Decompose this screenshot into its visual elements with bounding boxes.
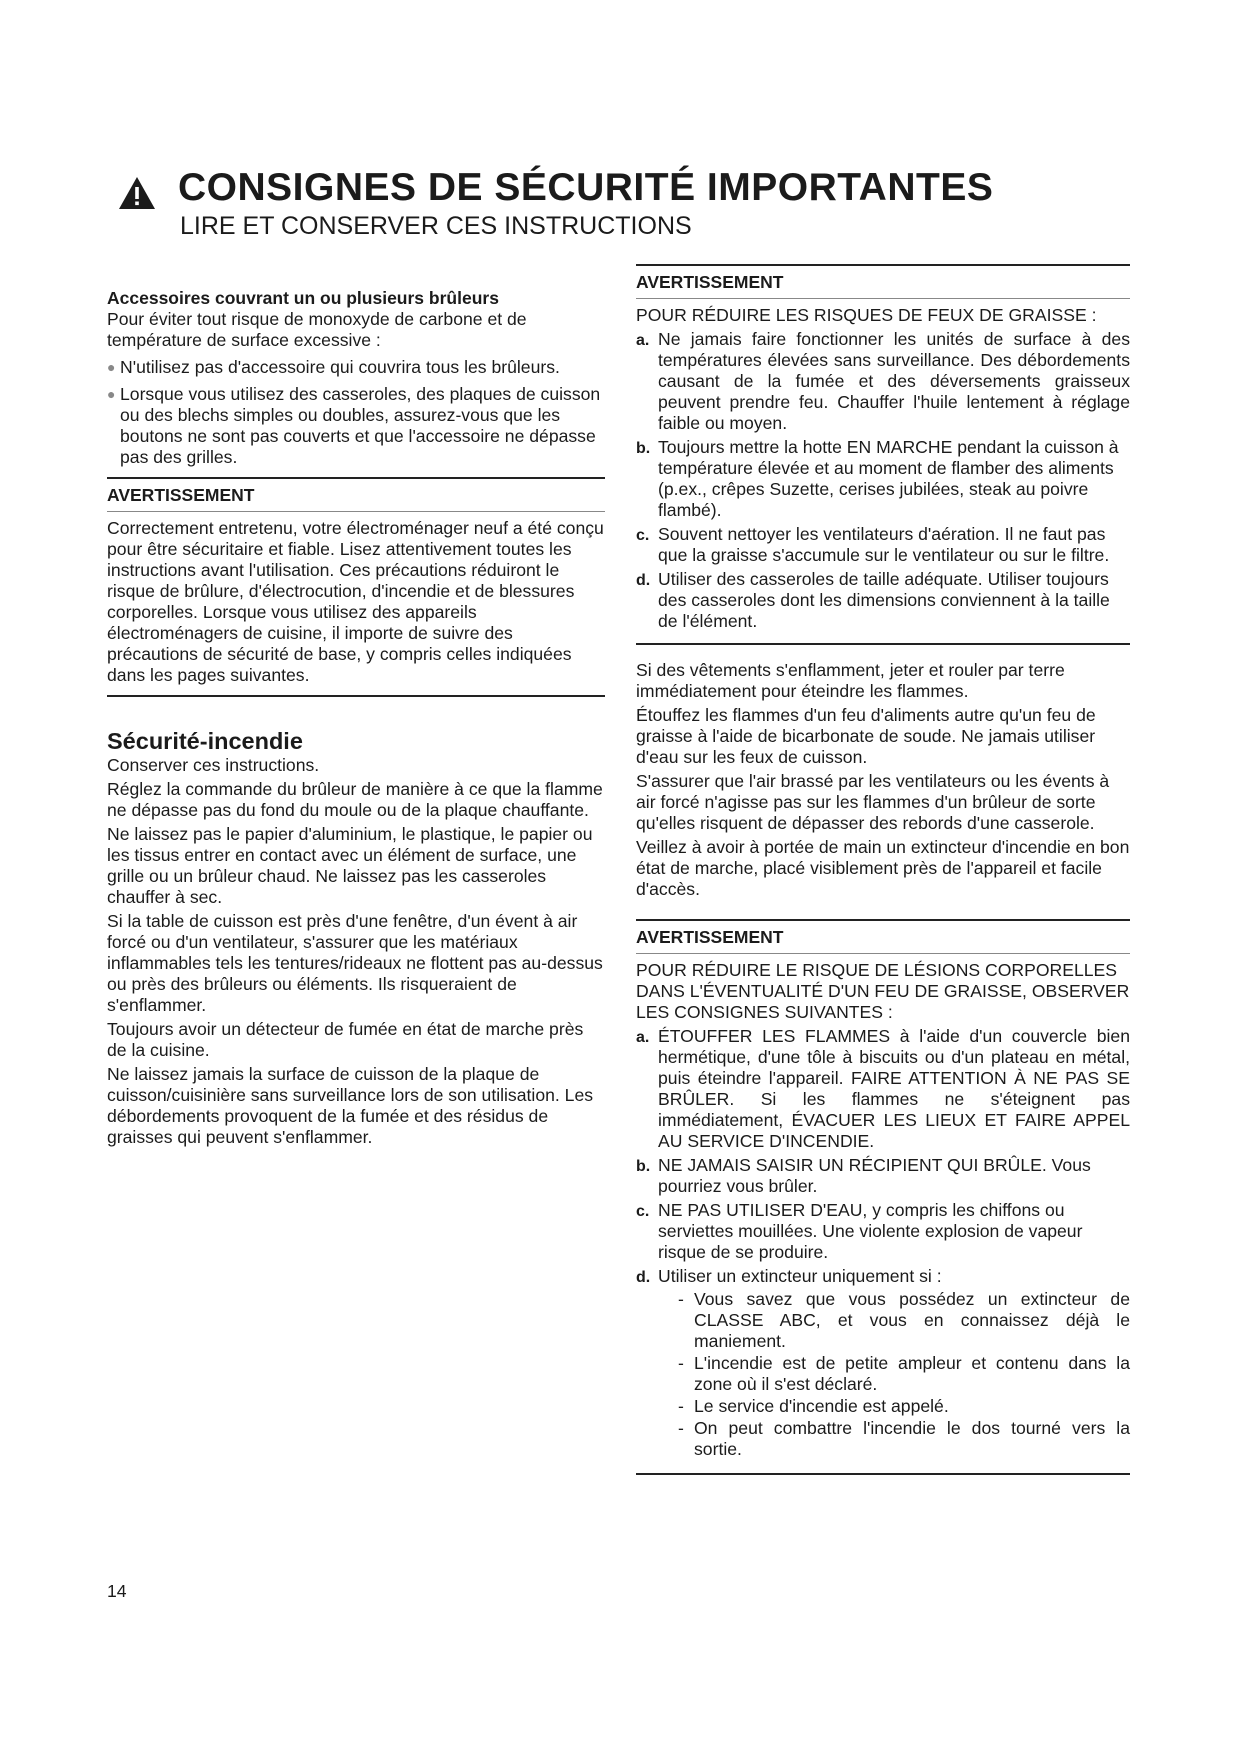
list-item: - L'incendie est de petite ampleur et contenu dans la zone où il s'est déclaré. — [678, 1353, 1130, 1394]
paragraph: Ne laissez jamais la surface de cuisson de la plaque de cuisson/cuisinière sans surveillance lors de son utilisation. Les débordements provoquent de la fumée et des résidus de graisses qui peuvent s'enflammer. — [107, 1064, 594, 1147]
paragraph: Si des vêtements s'enflamment, jeter et rouler par terre immédiatement pour éteindre les flammes. — [636, 660, 1065, 701]
bullet-icon: ● — [107, 386, 116, 402]
accessories-heading: Accessoires couvrant un ou plusieurs brûleurs — [107, 288, 499, 308]
accessories-intro: Pour éviter tout risque de monoxyde de carbone et de température de surface excessive : — [107, 309, 527, 350]
warning-box-injury — [636, 919, 1130, 1475]
paragraph: Réglez la commande du brûleur de manière à ce que la flamme ne dépasse pas du fond du moule ou de la plaque chauffante. — [107, 779, 603, 820]
warning-text: Correctement entretenu, votre électroménager neuf a été conçu pour être sécuritaire et fiable. Lisez attentivement toutes les instructions avant l'utilisation. Ces précautions réduiront le risque de brûlure, d'électrocution, d'incendie et de blessures corporelles. Lorsque vous utilisez des appareils électroménagers de cuisine, il importe de suivre des précautions de sécurité de base, y compris celles indiquées dans les pages suivantes. — [107, 518, 604, 685]
fire-safety-heading: Sécurité-incendie — [107, 728, 303, 754]
left-column — [107, 288, 605, 1151]
page-number: 14 — [107, 1581, 127, 1601]
paragraph: Toujours avoir un détecteur de fumée en état de marche près de la cuisine. — [107, 1019, 584, 1060]
warning-box-general — [107, 477, 605, 697]
paragraph: Étouffez les flammes d'un feu d'aliments autre qu'un feu de graisse à l'aide de bicarbonate de soude. Ne jamais utiliser d'eau sur les feux de cuisson. — [636, 705, 1096, 767]
warning-triangle-icon — [118, 176, 156, 210]
right-column — [636, 264, 1130, 1475]
list-item: c. NE PAS UTILISER D'EAU, y compris les chiffons ou serviettes mouillées. Une violente explosion de vapeur risque de se produire. — [636, 1200, 1083, 1262]
list-item: d. Utiliser un extincteur uniquement si : - Vous savez que vous possédez un extincteur de CLASSE ABC, et vous en connaissez déjà le maniement. - L'incendie est de petite ampleur et contenu dans la zone où il s'est déclaré. - Le service d'incendie est appelé. - On peut combattre l'incendie le dos tourné vers la sortie. — [636, 1266, 1130, 1459]
list-item: ● N'utilisez pas d'accessoire qui couvrira tous les brûleurs. — [107, 357, 560, 377]
list-item: d. Utiliser des casseroles de taille adéquate. Utiliser toujours des casseroles dont les dimensions conviennent à la taille de l'élément. — [636, 569, 1110, 631]
list-item: ● Lorsque vous utilisez des casseroles, des plaques de cuisson ou des blechs simples ou doubles, assurez-vous que les boutons ne sont pas couverts et que l'accessoire ne dépasse pas des grilles. — [107, 384, 601, 467]
clothing-fire-paragraphs — [636, 645, 1130, 919]
paragraph: Veillez à avoir à portée de main un extincteur d'incendie en bon état de marche, placé visiblement près de l'appareil et facile d'accès. — [636, 837, 1130, 899]
list-item: c. Souvent nettoyer les ventilateurs d'aération. Il ne faut pas que la graisse s'accumule sur le ventilateur ou sur le filtre. — [636, 524, 1110, 565]
bullet-icon: ● — [107, 359, 116, 375]
warning-intro: POUR RÉDUIRE LE RISQUE DE LÉSIONS CORPORELLES DANS L'ÉVENTUALITÉ D'UN FEU DE GRAISSE, OBSERVER LES CONSIGNES SUIVANTES : — [636, 960, 1130, 1022]
grease-fire-list — [636, 329, 1130, 632]
warning-label: AVERTISSEMENT — [636, 921, 1130, 954]
paragraph: S'assurer que l'air brassé par les ventilateurs ou les évents à air forcé n'agisse pas sur les flammes d'un brûleur de sorte qu'elles risquent de dépasser des rebords d'une casserole. — [636, 771, 1110, 833]
page-title: CONSIGNES DE SÉCURITÉ IMPORTANTES — [178, 166, 994, 209]
warning-box-grease-fire — [636, 264, 1130, 645]
list-item: b. NE JAMAIS SAISIR UN RÉCIPIENT QUI BRÛLE. Vous pourriez vous brûler. — [636, 1155, 1091, 1196]
list-item: a. Ne jamais faire fonctionner les unités de surface à des températures élevées sans surveillance. Des débordements causant de la fumée et des déversements graisseux peuvent prendre feu. Chauffer l'huile lentement à réglage faible ou moyen. — [636, 329, 1130, 433]
list-item: b. Toujours mettre la hotte EN MARCHE pendant la cuisson à température élevée et au moment de flamber des aliments (p.ex., crêpes Suzette, cerises jubilées, steak au poivre flambé). — [636, 437, 1119, 520]
accessories-bullet-list — [107, 357, 605, 468]
list-item: a. ÉTOUFFER LES FLAMMES à l'aide d'un couvercle bien hermétique, d'une tôle à biscuits ou d'un plateau en métal, puis éteindre l'appareil. FAIRE ATTENTION À NE PAS SE BRÛLER. Si les flammes ne s'éteignent pas immédiatement, ÉVACUER LES LIEUX ET FAIRE APPEL AU SERVICE D'INCENDIE. — [636, 1026, 1130, 1151]
fire-safety-section — [107, 727, 605, 1148]
warning-label: AVERTISSEMENT — [636, 266, 1130, 299]
warning-intro: POUR RÉDUIRE LES RISQUES DE FEUX DE GRAISSE : — [636, 305, 1097, 325]
page-subtitle: LIRE ET CONSERVER CES INSTRUCTIONS — [180, 212, 692, 240]
paragraph: Conserver ces instructions. — [107, 755, 320, 775]
accessories-section — [107, 288, 605, 468]
paragraph: Ne laissez pas le papier d'aluminium, le plastique, le papier ou les tissus entrer en contact avec un élément de surface, une grille ou un brûleur chaud. Ne laissez pas les casseroles chauffer à sec. — [107, 824, 593, 907]
warning-label: AVERTISSEMENT — [107, 479, 605, 512]
list-item: - Vous savez que vous possédez un extincteur de CLASSE ABC, et vous en connaissez déjà le maniement. — [678, 1289, 1130, 1351]
extinguisher-conditions-list — [658, 1289, 1130, 1460]
injury-list — [636, 1026, 1130, 1460]
list-item: - On peut combattre l'incendie le dos tourné vers la sortie. — [678, 1418, 1130, 1459]
list-item: - Le service d'incendie est appelé. — [678, 1396, 949, 1416]
paragraph: Si la table de cuisson est près d'une fenêtre, d'un évent à air forcé ou d'un ventilateur, s'assurer que les matériaux inflammables tels les tentures/rideaux ne flottent pas au-dessus ou près des brûleurs ou éléments. Ils risqueraient de s'enflammer. — [107, 911, 603, 1015]
